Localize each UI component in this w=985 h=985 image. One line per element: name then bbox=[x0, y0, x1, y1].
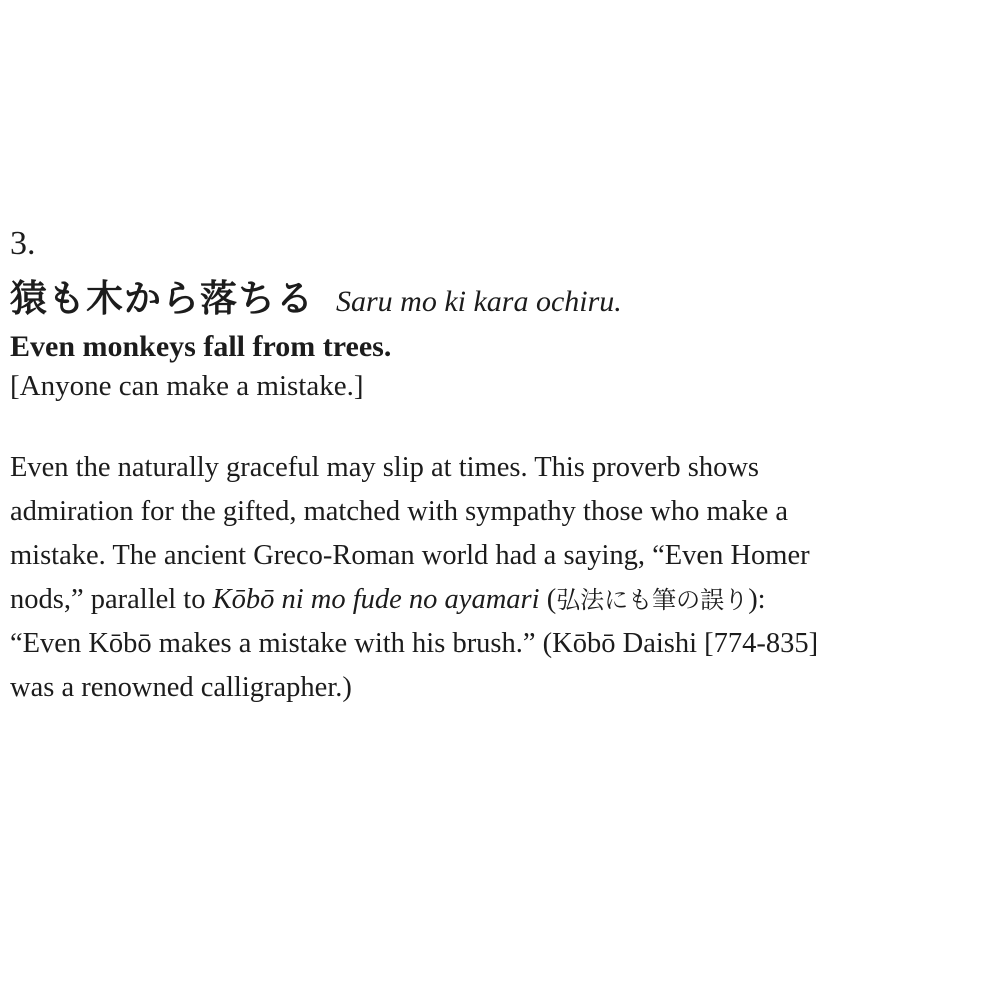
related-proverb-romaji: Kōbō ni mo fude no ayamari bbox=[212, 584, 540, 615]
proverb-headline bbox=[10, 268, 975, 322]
paragraph-line: mistake. The ancient Greco-Roman world had a saying, “Even Homer bbox=[10, 540, 810, 571]
proverb-entry bbox=[10, 224, 975, 710]
proverb-romaji: Saru mo ki kara ochiru. bbox=[336, 285, 622, 318]
explanation-paragraph bbox=[10, 446, 975, 710]
paragraph-line: was a renowned calligrapher.) bbox=[10, 672, 352, 703]
proverb-translation: Even monkeys fall from trees. bbox=[10, 330, 392, 363]
paragraph-line: “Even Kōbō makes a mistake with his brush.” (Kōbō Daishi [774-835] bbox=[10, 628, 819, 659]
related-proverb-japanese: 弘法にも筆の誤り bbox=[556, 586, 749, 614]
paragraph-line bbox=[10, 578, 975, 622]
proverb-japanese: 猿も木から落ちる bbox=[10, 276, 314, 320]
paragraph-text: nods,” parallel to bbox=[10, 584, 213, 615]
entry-number: 3. bbox=[10, 225, 36, 262]
paragraph-line: Even the naturally graceful may slip at times. This proverb shows bbox=[10, 452, 760, 483]
paragraph-text: ( bbox=[539, 584, 557, 615]
proverb-meaning: [Anyone can make a mistake.] bbox=[10, 370, 364, 402]
paragraph-text: ): bbox=[748, 584, 766, 615]
paragraph-line: admiration for the gifted, matched with sympathy those who make a bbox=[10, 496, 789, 527]
